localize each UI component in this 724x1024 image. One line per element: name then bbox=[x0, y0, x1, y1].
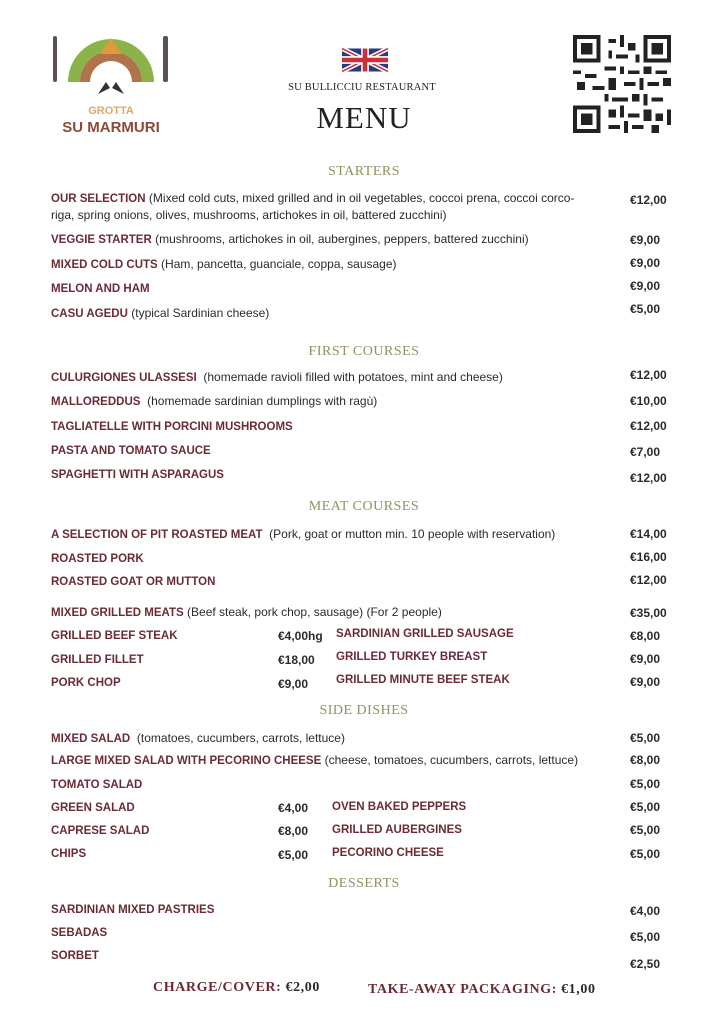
item-desc: (homemade ravioli filled with potatoes, mint and cheese) bbox=[203, 370, 503, 384]
menu-item bbox=[51, 753, 578, 767]
uk-flag-icon[interactable] bbox=[342, 48, 388, 72]
item-name: MALLOREDDUS bbox=[51, 396, 141, 408]
item-desc: (Ham, pancetta, guanciale, coppa, sausage) bbox=[161, 257, 397, 271]
menu-item bbox=[51, 777, 142, 791]
item-name: SARDINIAN MIXED PASTRIES bbox=[51, 904, 215, 916]
item-name: GRILLED AUBERGINES bbox=[332, 824, 462, 836]
item-price: €5,00 bbox=[630, 302, 661, 316]
cover-charge bbox=[153, 980, 320, 996]
item-desc: (Pork, goat or mutton min. 10 people with reservation) bbox=[269, 527, 556, 541]
item-name: SARDINIAN GRILLED SAUSAGE bbox=[336, 628, 514, 640]
item-price: €4,00 bbox=[630, 904, 661, 918]
item-name: PASTA AND TOMATO SAUCE bbox=[51, 445, 211, 457]
svg-text:GROTTA: GROTTA bbox=[88, 105, 134, 117]
item-price: €12,00 bbox=[630, 193, 667, 207]
restaurant-name: SU BULLICCIU RESTAURANT bbox=[288, 82, 436, 93]
item-desc-line2 bbox=[51, 208, 447, 222]
item-price: €9,00 bbox=[278, 677, 309, 691]
menu-item bbox=[51, 652, 144, 666]
svg-text:SU MARMURI: SU MARMURI bbox=[62, 119, 160, 136]
item-price: €9,00 bbox=[630, 256, 661, 270]
item-name: ROASTED GOAT OR MUTTON bbox=[51, 576, 216, 588]
cover-label: CHARGE/COVER: bbox=[153, 980, 282, 995]
section-heading-starters: STARTERS bbox=[327, 164, 401, 179]
item-price: €10,00 bbox=[630, 394, 667, 408]
menu-item bbox=[51, 419, 293, 433]
item-name: A SELECTION OF PIT ROASTED MEAT bbox=[51, 529, 263, 541]
item-price: €5,00 bbox=[630, 847, 661, 861]
menu-item bbox=[51, 925, 107, 939]
menu-item bbox=[51, 800, 135, 814]
item-price: €2,50 bbox=[630, 957, 661, 971]
item-name: OUR SELECTION bbox=[51, 193, 146, 205]
item-name: OVEN BAKED PEPPERS bbox=[332, 801, 467, 813]
item-name: MIXED GRILLED MEATS bbox=[51, 607, 184, 619]
item-price: €12,00 bbox=[630, 471, 667, 485]
takeaway-price: €1,00 bbox=[561, 982, 596, 997]
menu-item bbox=[51, 527, 555, 541]
menu-item bbox=[51, 232, 529, 246]
item-desc: riga, spring onions, olives, mushrooms, artichokes in oil, battered zucchini) bbox=[51, 208, 447, 222]
item-price: €12,00 bbox=[630, 368, 667, 382]
item-name: ROASTED PORK bbox=[51, 553, 144, 565]
item-price: €8,00 bbox=[278, 824, 309, 838]
item-name: GRILLED FILLET bbox=[51, 654, 144, 666]
item-name: MIXED COLD CUTS bbox=[51, 259, 158, 271]
item-name: SORBET bbox=[51, 950, 99, 962]
item-price: €12,00 bbox=[630, 419, 667, 433]
takeaway-label: TAKE-AWAY PACKAGING: bbox=[368, 982, 557, 997]
item-desc: (Beef steak, pork chop, sausage) (For 2 people) bbox=[187, 605, 442, 619]
item-name: GREEN SALAD bbox=[51, 802, 135, 814]
menu-item bbox=[51, 731, 345, 745]
item-price: €35,00 bbox=[630, 606, 667, 620]
menu-item bbox=[51, 574, 215, 588]
item-name: GRILLED TURKEY BREAST bbox=[336, 651, 488, 663]
menu-item bbox=[51, 846, 86, 860]
item-price: €9,00 bbox=[630, 279, 661, 293]
item-desc: (mushrooms, artichokes in oil, aubergines, peppers, battered zucchini) bbox=[155, 232, 529, 246]
menu-item bbox=[51, 628, 178, 642]
menu-item bbox=[51, 823, 149, 837]
item-price: €5,00 bbox=[278, 848, 309, 862]
item-name: SPAGHETTI WITH ASPARAGUS bbox=[51, 469, 224, 481]
menu-item bbox=[51, 551, 144, 565]
item-name: PORK CHOP bbox=[51, 677, 121, 689]
item-price: €9,00 bbox=[630, 675, 661, 689]
item-price: €14,00 bbox=[630, 527, 667, 541]
item-desc: (tomatoes, cucumbers, carrots, lettuce) bbox=[136, 731, 345, 745]
item-price: €7,00 bbox=[630, 445, 661, 459]
item-price: €4,00 bbox=[278, 801, 309, 815]
menu-item bbox=[51, 370, 503, 384]
item-name: MELON AND HAM bbox=[51, 283, 150, 295]
item-price: €5,00 bbox=[630, 800, 661, 814]
item-name: MIXED SALAD bbox=[51, 733, 131, 745]
item-price: €4,00hg bbox=[278, 629, 323, 643]
item-name: CULURGIONES ULASSESI bbox=[51, 372, 197, 384]
menu-item bbox=[51, 902, 214, 916]
page-title: MENU bbox=[316, 100, 412, 135]
menu-item bbox=[51, 306, 269, 320]
menu-item bbox=[51, 394, 377, 408]
item-name: VEGGIE STARTER bbox=[51, 234, 152, 246]
section-heading-meat-courses: MEAT COURSES bbox=[308, 499, 420, 514]
item-name: TOMATO SALAD bbox=[51, 779, 143, 791]
item-price: €5,00 bbox=[630, 823, 661, 837]
cover-price: €2,00 bbox=[285, 980, 320, 995]
takeaway-charge bbox=[368, 982, 596, 998]
item-desc: (cheese, tomatoes, cucumbers, carrots, lettuce) bbox=[324, 753, 579, 767]
menu-item bbox=[51, 257, 397, 271]
menu-item bbox=[51, 605, 442, 619]
item-price: €16,00 bbox=[630, 550, 667, 564]
section-heading-desserts: DESSERTS bbox=[328, 876, 400, 891]
menu-item bbox=[51, 675, 121, 689]
item-name: PECORINO CHEESE bbox=[332, 847, 444, 859]
menu-item bbox=[51, 281, 150, 295]
item-name: LARGE MIXED SALAD WITH PECORINO CHEESE bbox=[51, 755, 322, 767]
item-name: CHIPS bbox=[51, 848, 87, 860]
menu-item bbox=[51, 443, 211, 457]
item-desc: (Mixed cold cuts, mixed grilled and in oil vegetables, coccoi prena, coccoi corco- bbox=[148, 191, 575, 205]
item-name: SEBADAS bbox=[51, 927, 108, 939]
item-price: €18,00 bbox=[278, 653, 315, 667]
item-name: TAGLIATELLE WITH PORCINI MUSHROOMS bbox=[51, 421, 293, 433]
menu-item bbox=[51, 191, 574, 205]
item-price: €9,00 bbox=[630, 233, 661, 247]
item-name: CAPRESE SALAD bbox=[51, 825, 150, 837]
item-price: €8,00 bbox=[630, 753, 661, 767]
qr-code-icon[interactable] bbox=[573, 35, 671, 133]
item-price: €8,00 bbox=[630, 629, 661, 643]
item-price: €12,00 bbox=[630, 573, 667, 587]
item-price: €9,00 bbox=[630, 652, 661, 666]
item-name: GRILLED MINUTE BEEF STEAK bbox=[336, 674, 510, 686]
item-price: €5,00 bbox=[630, 777, 661, 791]
item-price: €5,00 bbox=[630, 930, 661, 944]
item-desc: (typical Sardinian cheese) bbox=[131, 306, 270, 320]
item-name: CASU AGEDU bbox=[51, 308, 128, 320]
item-name: GRILLED BEEF STEAK bbox=[51, 630, 178, 642]
section-heading-first-courses: FIRST COURSES bbox=[308, 344, 420, 359]
item-price: €5,00 bbox=[630, 731, 661, 745]
menu-item bbox=[51, 948, 99, 962]
menu-item bbox=[51, 467, 224, 481]
item-desc: (homemade sardinian dumplings with ragù) bbox=[147, 394, 378, 408]
section-heading-side-dishes: SIDE DISHES bbox=[319, 703, 409, 718]
